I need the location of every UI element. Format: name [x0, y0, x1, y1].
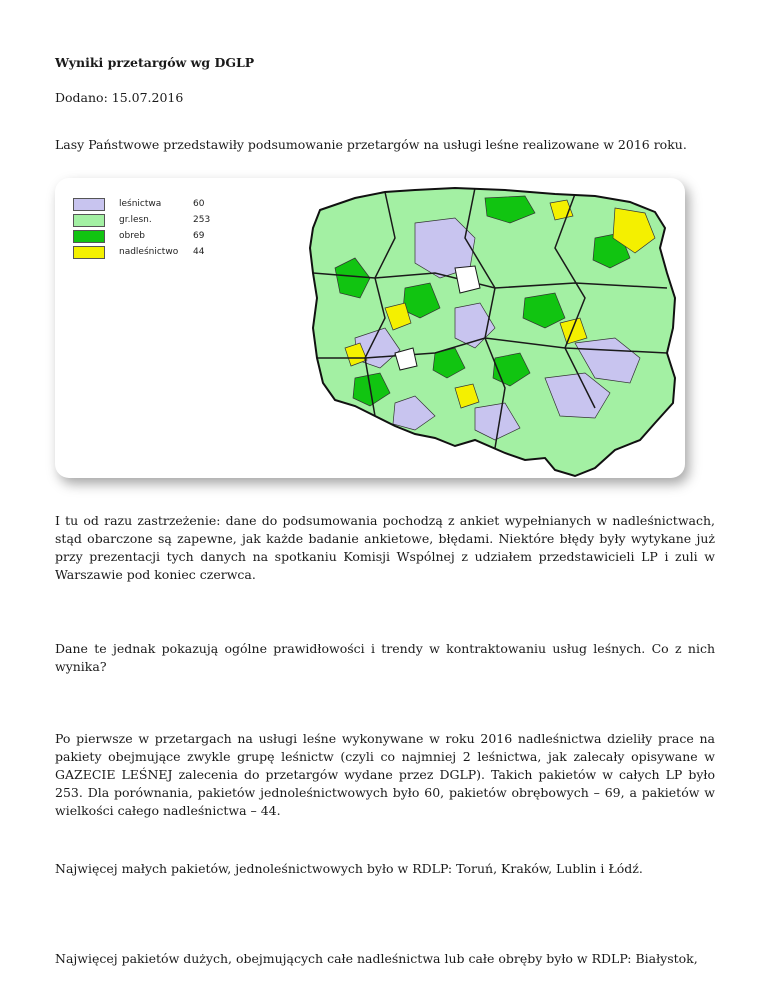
map-figure — [55, 178, 685, 478]
paragraph: Po pierwsze w przetargach na usługi leśne wykonywane w roku 2016 nadleśnictwa dzieliły prace na pakiety obejmujące zwykle grupę leśnictw (czyli co najmniej 2 leśnictwa, jak zalecały opisywane w GAZECIE LEŚNEJ zalecenia do przetargów wydane przez DGLP). Takich pakietów w całych LP było 253. Dla porównania, pakietów jednoleśnictwowych było 60, pakietów obrębowych – 69, a pakietów w wielkości całego nadleśnictwa – 44. — [55, 731, 715, 818]
legend-label: leśnictwa — [119, 199, 162, 209]
legend-swatch — [73, 198, 105, 211]
paragraph: Lasy Państwowe przedstawiły podsumowanie przetargów na usługi leśne realizowane w 2016 roku. — [55, 137, 687, 152]
paragraph: Dane te jednak pokazują ogólne prawidłowości i trendy w kontraktowaniu usług leśnych. Co z nich wynika? — [55, 641, 715, 674]
map-image — [55, 178, 685, 478]
legend-value: 69 — [193, 231, 205, 241]
legend-label: obreb — [119, 231, 145, 241]
paragraph: I tu od razu zastrzeżenie: dane do podsumowania pochodzą z ankiet wypełnianych w nadleśnictwach, stąd obarczone są zapewne, jak każde badanie ankietowe, błędami. Niektóre błędy były wytykane już przy prezentacji tych danych na spotkaniu Komisji Wspólnej z udziałem przedstawicieli LP i zuli w Warszawie pod koniec czerwca. — [55, 513, 715, 582]
legend-item — [73, 212, 223, 228]
paragraph: Najwięcej małych pakietów, jednoleśnictwowych było w RDLP: Toruń, Kraków, Lublin i Łódź. — [55, 861, 643, 876]
legend-item — [73, 228, 223, 244]
legend-value: 44 — [193, 247, 205, 257]
legend-swatch — [73, 214, 105, 227]
legend-swatch — [73, 230, 105, 243]
paragraph: Najwięcej pakietów dużych, obejmujących całe nadleśnictwa lub całe obręby było w RDLP: Białystok, — [55, 951, 698, 966]
legend-value: 253 — [193, 215, 211, 225]
map-legend — [73, 196, 223, 260]
publish-date: Dodano: 15.07.2016 — [55, 90, 184, 105]
legend-label: gr.lesn. — [119, 215, 152, 225]
legend-item — [73, 196, 223, 212]
legend-swatch — [73, 246, 105, 259]
legend-value: 60 — [193, 199, 205, 209]
article-title: Wyniki przetargów wg DGLP — [55, 55, 255, 70]
legend-item — [73, 244, 223, 260]
legend-label: nadleśnictwo — [119, 247, 179, 257]
